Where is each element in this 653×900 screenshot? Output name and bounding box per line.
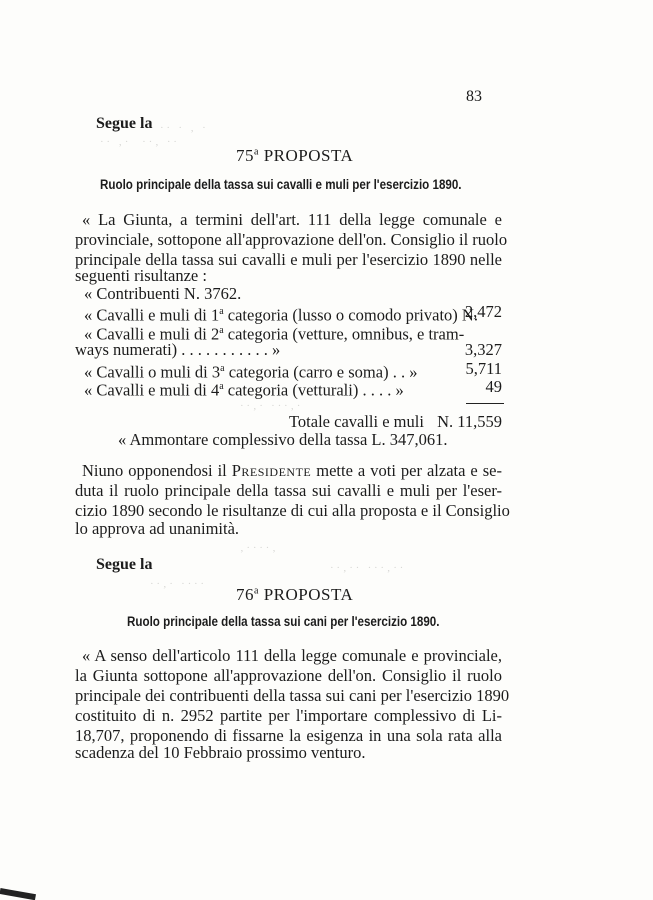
totale-label: Totale cavalli e muli xyxy=(289,412,424,431)
proposal-subtitle-76: Ruolo principale della tassa sui cani per l'esercizio 1890. xyxy=(127,614,440,629)
vote-line: cizio 1890 secondo le risultanze di cui alla proposta e il Consiglio xyxy=(75,501,510,520)
category-3-label: « Cavalli o muli di 3$^a$ categoria (carro e soma) . . » xyxy=(84,362,418,382)
vote-line: Niuno opponendosi il Presidente mette a voti per alzata e se- xyxy=(82,461,502,480)
bleed-through-mark: ‚ · · · · ‚ xyxy=(240,542,276,554)
intro-line: seguenti risultanze : xyxy=(75,266,207,285)
scan-edge-mark xyxy=(0,888,36,900)
body-line-last: scadenza del 10 Febbraio prossimo venturo. xyxy=(75,743,366,762)
intro-line: principale della tassa sui cavalli e muli per l'esercizio 1890 nelle xyxy=(75,250,502,269)
segue-label-1: Segue la xyxy=(96,115,153,132)
proposal-number-superscript: a xyxy=(254,146,259,158)
bleed-through-mark: · · · ‚ · xyxy=(160,122,206,134)
ammontare-line: « Ammontare complessivo della tassa L. 347,061. xyxy=(118,430,448,449)
body-line: « A senso dell'articolo 111 della legge comunale e provinciale, xyxy=(82,646,502,665)
category-4-value: 49 xyxy=(485,377,502,396)
proposal-heading-75 xyxy=(236,146,353,166)
proposal-number-superscript: a xyxy=(254,585,259,597)
proposal-heading-76 xyxy=(236,585,353,605)
bleed-through-mark: · · ‚ · · · · · ‚ · · xyxy=(330,562,404,574)
body-line: principale dei contribuenti della tassa sui cani per l'esercizio 1890 xyxy=(75,686,510,705)
category-4-label: « Cavalli e muli di 4$^a$ categoria (vetturali) . . . . » xyxy=(84,380,404,400)
proposal-subtitle-75: Ruolo principale della tassa sui cavalli e muli per l'esercizio 1890. xyxy=(100,177,462,192)
body-line: costituito di n. 2952 partite per l'importare complessivo di Li- xyxy=(75,706,502,725)
bleed-through-mark: · · ‚ · · · · · xyxy=(150,578,205,590)
intro-line: provinciale, sottopone all'approvazione dell'on. Consiglio il ruolo xyxy=(75,230,508,249)
total-rule xyxy=(466,403,504,404)
body-line: la Giunta sottopone all'approvazione dell'on. Consiglio il ruolo xyxy=(75,666,502,685)
body-line: 18,707, proponendo di fissarne la esigenza in una sola rata alla xyxy=(75,726,502,745)
category-2-continuation: ways numerati) . . . . . . . . . . . » xyxy=(75,340,281,359)
intro-line: « La Giunta, a termini dell'art. 111 della legge comunale e xyxy=(82,210,502,229)
category-3-value: 5,711 xyxy=(465,359,502,378)
category-2-value: 3,327 xyxy=(464,340,502,359)
category-1-value: 2,472 xyxy=(464,302,502,321)
presidente-label: Presidente xyxy=(231,461,312,480)
proposal-number: 75 xyxy=(236,146,254,165)
totale-value: N. 11,559 xyxy=(437,412,502,431)
vote-line: duta il ruolo principale della tassa sui cavalli e muli per l'eser- xyxy=(75,481,502,500)
vote-line: lo approva ad unanimità. xyxy=(75,519,240,538)
proposal-number: 76 xyxy=(236,585,254,604)
page-number: 83 xyxy=(466,88,482,105)
bleed-through-mark: · · ‚ · · · ‚ · · xyxy=(100,136,177,148)
proposal-word: PROPOSTA xyxy=(263,585,354,604)
proposal-word: PROPOSTA xyxy=(263,146,354,165)
category-2-label: « Cavalli e muli di 2$^a$ categoria (vetture, omnibus, e tram- xyxy=(84,324,465,344)
contribuenti-line: « Contribuenti N. 3762. xyxy=(84,284,242,303)
category-1-label: « Cavalli e muli di 1$^a$ categoria (lusso o comodo privato) N. xyxy=(84,305,478,325)
bleed-through-mark: · · ‚ · · · · ‚ · xyxy=(240,400,301,412)
segue-label-2: Segue la xyxy=(96,556,153,573)
